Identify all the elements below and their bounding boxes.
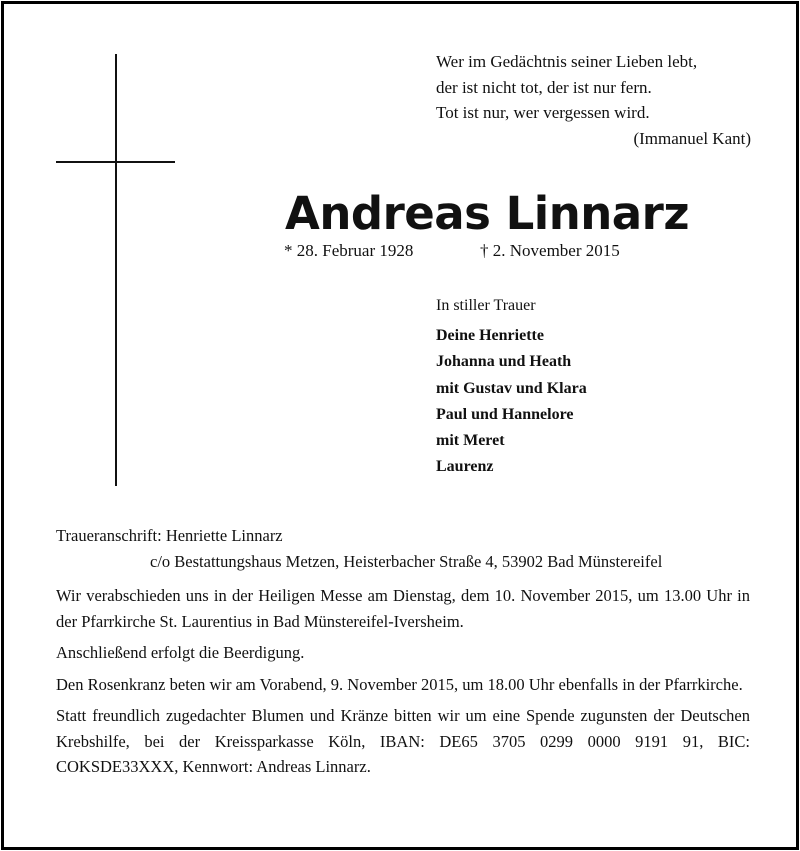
birth-date: * 28. Februar 1928 [284, 241, 414, 260]
mourning-address [56, 523, 750, 575]
quote-line: Wer im Gedächtnis seiner Lieben lebt, [436, 52, 698, 71]
cross-horizontal-bar [56, 161, 175, 163]
quote-line: Tot ist nur, wer vergessen wird. [436, 103, 650, 122]
burial-paragraph: Anschließend erfolgt die Beerdigung. [56, 643, 305, 662]
mourner-name: Johanna und Heath [436, 353, 572, 371]
memorial-quote [436, 49, 756, 151]
rosary-paragraph: Den Rosenkranz beten wir am Vorabend, 9. November 2015, um 18.00 Uhr ebenfalls in der Pfarrkirche. [56, 674, 743, 694]
death-date: † 2. November 2015 [480, 241, 620, 260]
quote-line: der ist nicht tot, der ist nur fern. [436, 77, 652, 97]
mourning-address-line: c/o Bestattungshaus Metzen, Heisterbacher Straße 4, 53902 Bad Münstereifel [150, 552, 663, 571]
mourners-list [436, 323, 766, 481]
quote-author: (Immanuel Kant) [633, 128, 751, 148]
mourner-name: Deine Henriette [436, 327, 544, 344]
deceased-name: Andreas Linnarz [285, 187, 690, 240]
mourning-address-label: Traueranschrift: Henriette Linnarz [56, 526, 283, 545]
mourners-block [436, 295, 766, 481]
mourner-name: mit Gustav und Klara [436, 379, 587, 397]
donation-paragraph: Statt freundlich zugedachter Blumen und Kränze bitten wir um eine Spende zugunsten der Deutschen Krebshilfe, bei der Kreissparkasse Köln, IBAN: DE65 3705 0299 0000 9191 91, BIC: COKSDE33XXX, Kennwort: Andreas Linnarz. [56, 706, 750, 776]
cross-vertical-bar [115, 54, 117, 486]
service-information [56, 523, 750, 780]
mass-paragraph: Wir verabschieden uns in der Heiligen Messe am Dienstag, dem 10. November 2015, um 13.00 Uhr in der Pfarrkirche St. Laurentius in Bad Münstereifel-Iversheim. [56, 586, 750, 631]
mourner-name: mit Meret [436, 432, 505, 450]
mourner-name: Paul und Hannelore [436, 405, 574, 423]
mourner-name: Laurenz [436, 458, 494, 476]
mourners-intro: In stiller Trauer [436, 297, 536, 314]
obituary-notice [1, 1, 799, 850]
